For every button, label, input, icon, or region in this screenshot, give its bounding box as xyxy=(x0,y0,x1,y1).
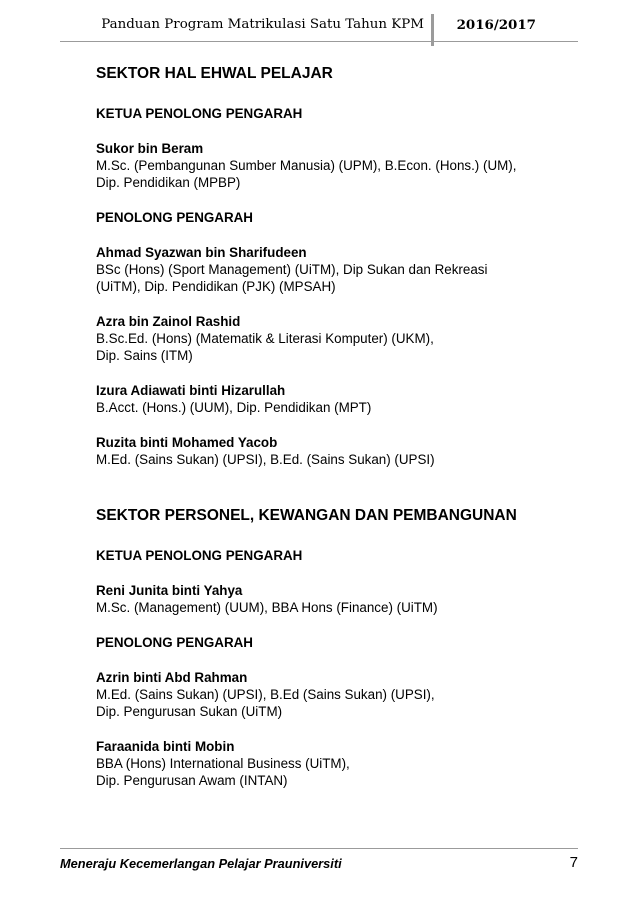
header-year: 2016/2017 xyxy=(456,17,536,33)
section-gap xyxy=(96,486,576,506)
person-qualification: M.Sc. (Pembangunan Sumber Manusia) (UPM), B.Econ. (Hons.) (UM), Dip. Pendidikan (MPBP) xyxy=(96,158,517,190)
person-name: Faraanida binti Mobin xyxy=(96,739,235,754)
person-entry xyxy=(96,434,576,468)
page-number: 7 xyxy=(569,854,578,871)
footer-text: Meneraju Kecemerlangan Pelajar Prauniversiti xyxy=(60,856,342,871)
page-header xyxy=(60,14,578,46)
section-title: SEKTOR HAL EHWAL PELAJAR xyxy=(96,65,333,82)
person-qualification: M.Ed. (Sains Sukan) (UPSI), B.Ed. (Sains Sukan) (UPSI) xyxy=(96,452,435,467)
person-qualification: BSc (Hons) (Sport Management) (UiTM), Dip Sukan dan Rekreasi (UiTM), Dip. Pendidikan (PJK) (MPSAH) xyxy=(96,262,488,294)
role-heading: PENOLONG PENGARAH xyxy=(96,635,253,650)
person-entry xyxy=(96,582,576,616)
person-entry xyxy=(96,140,576,191)
footer-rule xyxy=(60,848,578,849)
person-name: Ahmad Syazwan bin Sharifudeen xyxy=(96,245,307,260)
person-qualification: M.Ed. (Sains Sukan) (UPSI), B.Ed (Sains Sukan) (UPSI), Dip. Pengurusan Sukan (UiTM) xyxy=(96,687,435,719)
person-entry xyxy=(96,669,576,720)
role-heading: PENOLONG PENGARAH xyxy=(96,210,253,225)
person-qualification: B.Acct. (Hons.) (UUM), Dip. Pendidikan (MPT) xyxy=(96,400,372,415)
person-name: Reni Junita binti Yahya xyxy=(96,583,243,598)
person-name: Izura Adiawati binti Hizarullah xyxy=(96,383,286,398)
person-entry xyxy=(96,382,576,416)
person-name: Azrin binti Abd Rahman xyxy=(96,670,248,685)
person-name: Sukor bin Beram xyxy=(96,141,204,156)
person-name: Azra bin Zainol Rashid xyxy=(96,314,241,329)
role-heading: KETUA PENOLONG PENGARAH xyxy=(96,548,303,563)
person-name: Ruzita binti Mohamed Yacob xyxy=(96,435,278,450)
page-content xyxy=(96,64,576,807)
role-heading: KETUA PENOLONG PENGARAH xyxy=(96,106,303,121)
page-footer xyxy=(60,848,578,871)
person-entry xyxy=(96,738,576,789)
header-rule xyxy=(60,41,578,42)
person-qualification: BBA (Hons) International Business (UiTM), Dip. Pengurusan Awam (INTAN) xyxy=(96,756,350,788)
person-entry xyxy=(96,244,576,295)
header-title: Panduan Program Matrikulasi Satu Tahun KPM xyxy=(101,17,424,32)
person-qualification: M.Sc. (Management) (UUM), BBA Hons (Finance) (UiTM) xyxy=(96,600,438,615)
person-entry xyxy=(96,313,576,364)
section-title: SEKTOR PERSONEL, KEWANGAN DAN PEMBANGUNAN xyxy=(96,507,517,524)
person-qualification: B.Sc.Ed. (Hons) (Matematik & Literasi Komputer) (UKM), Dip. Sains (ITM) xyxy=(96,331,434,363)
